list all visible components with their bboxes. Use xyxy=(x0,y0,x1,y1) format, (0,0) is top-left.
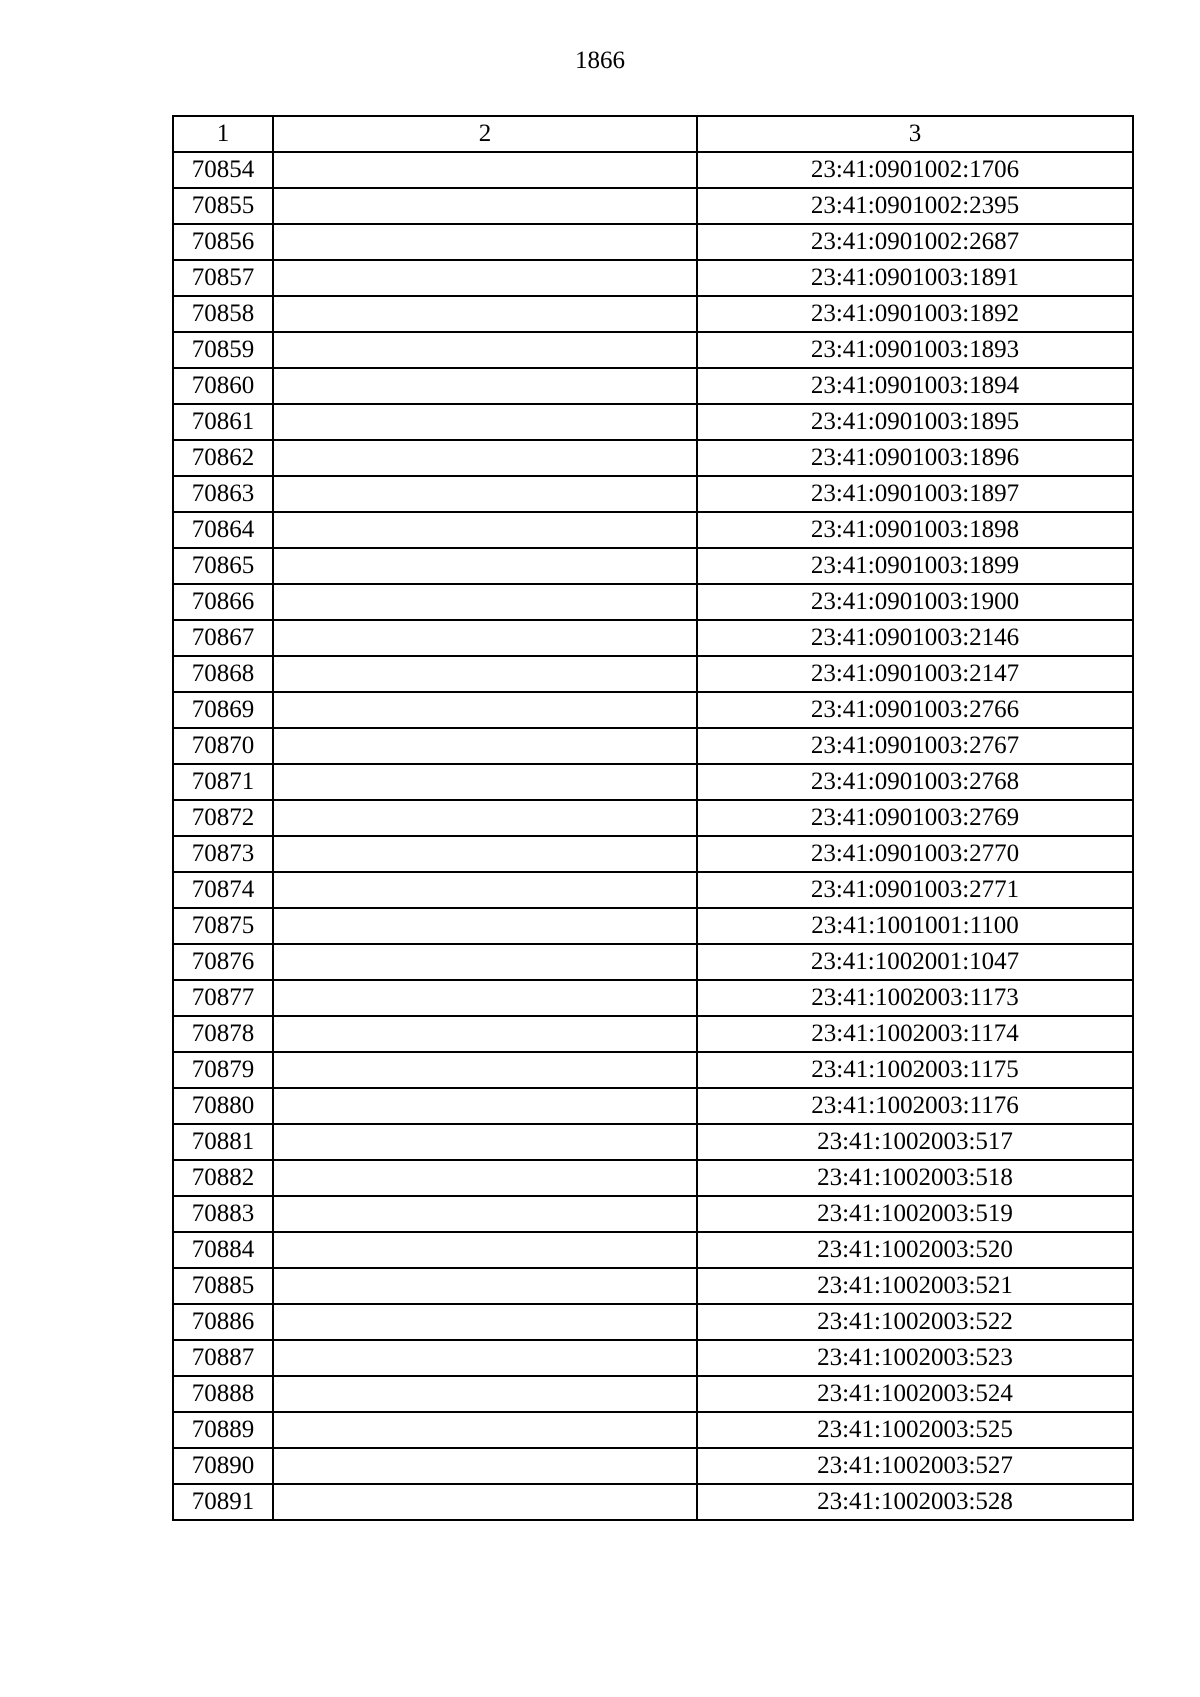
row-number-cell: 70867 xyxy=(173,620,273,656)
row-number-cell: 70885 xyxy=(173,1268,273,1304)
table-body xyxy=(173,152,1133,1520)
page-number: 1866 xyxy=(575,47,625,74)
row-col2-cell xyxy=(273,188,697,224)
registry-table xyxy=(172,115,1134,1521)
cadastral-number-cell: 23:41:0901003:2771 xyxy=(697,872,1133,908)
table-row xyxy=(173,332,1133,368)
row-col2-cell xyxy=(273,872,697,908)
row-col2-cell xyxy=(273,476,697,512)
table-row xyxy=(173,728,1133,764)
row-col2-cell xyxy=(273,224,697,260)
table-row xyxy=(173,1412,1133,1448)
row-col2-cell xyxy=(273,152,697,188)
table-row xyxy=(173,1052,1133,1088)
header-col-2: 2 xyxy=(273,116,697,152)
table-row xyxy=(173,1484,1133,1520)
row-col2-cell xyxy=(273,1484,697,1520)
row-number-cell: 70882 xyxy=(173,1160,273,1196)
table-row xyxy=(173,1376,1133,1412)
cadastral-number-cell: 23:41:0901003:2146 xyxy=(697,620,1133,656)
table-row xyxy=(173,188,1133,224)
row-col2-cell xyxy=(273,260,697,296)
row-col2-cell xyxy=(273,1052,697,1088)
table-row xyxy=(173,224,1133,260)
table-row xyxy=(173,620,1133,656)
cadastral-number-cell: 23:41:1002003:521 xyxy=(697,1268,1133,1304)
cadastral-number-cell: 23:41:1002003:527 xyxy=(697,1448,1133,1484)
cadastral-number-cell: 23:41:1002003:520 xyxy=(697,1232,1133,1268)
row-col2-cell xyxy=(273,296,697,332)
row-col2-cell xyxy=(273,1016,697,1052)
row-number-cell: 70886 xyxy=(173,1304,273,1340)
row-number-cell: 70891 xyxy=(173,1484,273,1520)
row-col2-cell xyxy=(273,548,697,584)
cadastral-number-cell: 23:41:1002003:1175 xyxy=(697,1052,1133,1088)
table-row xyxy=(173,872,1133,908)
cadastral-number-cell: 23:41:1002003:522 xyxy=(697,1304,1133,1340)
row-col2-cell xyxy=(273,980,697,1016)
cadastral-number-cell: 23:41:0901003:1898 xyxy=(697,512,1133,548)
row-col2-cell xyxy=(273,620,697,656)
table-row xyxy=(173,944,1133,980)
row-number-cell: 70881 xyxy=(173,1124,273,1160)
header-col-3: 3 xyxy=(697,116,1133,152)
cadastral-number-cell: 23:41:1002003:528 xyxy=(697,1484,1133,1520)
row-col2-cell xyxy=(273,836,697,872)
cadastral-number-cell: 23:41:0901003:2769 xyxy=(697,800,1133,836)
row-col2-cell xyxy=(273,1196,697,1232)
row-number-cell: 70862 xyxy=(173,440,273,476)
table-row xyxy=(173,476,1133,512)
cadastral-number-cell: 23:41:0901003:1899 xyxy=(697,548,1133,584)
cadastral-number-cell: 23:41:0901003:1892 xyxy=(697,296,1133,332)
row-number-cell: 70873 xyxy=(173,836,273,872)
table-row xyxy=(173,368,1133,404)
table-row xyxy=(173,908,1133,944)
row-number-cell: 70864 xyxy=(173,512,273,548)
row-number-cell: 70880 xyxy=(173,1088,273,1124)
row-number-cell: 70876 xyxy=(173,944,273,980)
table-row xyxy=(173,1016,1133,1052)
table-row xyxy=(173,1268,1133,1304)
row-col2-cell xyxy=(273,1340,697,1376)
cadastral-number-cell: 23:41:1001001:1100 xyxy=(697,908,1133,944)
row-col2-cell xyxy=(273,800,697,836)
row-number-cell: 70887 xyxy=(173,1340,273,1376)
cadastral-number-cell: 23:41:0901003:1896 xyxy=(697,440,1133,476)
row-number-cell: 70857 xyxy=(173,260,273,296)
cadastral-number-cell: 23:41:0901002:2395 xyxy=(697,188,1133,224)
cadastral-number-cell: 23:41:0901003:1900 xyxy=(697,584,1133,620)
row-number-cell: 70878 xyxy=(173,1016,273,1052)
cadastral-number-cell: 23:41:1002003:1173 xyxy=(697,980,1133,1016)
row-col2-cell xyxy=(273,656,697,692)
row-col2-cell xyxy=(273,1304,697,1340)
table-row xyxy=(173,1088,1133,1124)
row-number-cell: 70861 xyxy=(173,404,273,440)
row-col2-cell xyxy=(273,1232,697,1268)
cadastral-number-cell: 23:41:0901003:1893 xyxy=(697,332,1133,368)
row-col2-cell xyxy=(273,1412,697,1448)
table-row xyxy=(173,800,1133,836)
table-row xyxy=(173,656,1133,692)
cadastral-number-cell: 23:41:1002003:523 xyxy=(697,1340,1133,1376)
table-row xyxy=(173,1160,1133,1196)
row-col2-cell xyxy=(273,440,697,476)
cadastral-number-cell: 23:41:1002003:518 xyxy=(697,1160,1133,1196)
row-number-cell: 70865 xyxy=(173,548,273,584)
row-col2-cell xyxy=(273,692,697,728)
row-col2-cell xyxy=(273,944,697,980)
row-number-cell: 70875 xyxy=(173,908,273,944)
cadastral-number-cell: 23:41:0901002:2687 xyxy=(697,224,1133,260)
row-number-cell: 70870 xyxy=(173,728,273,764)
table-row xyxy=(173,548,1133,584)
row-number-cell: 70871 xyxy=(173,764,273,800)
cadastral-number-cell: 23:41:1002003:1174 xyxy=(697,1016,1133,1052)
cadastral-number-cell: 23:41:0901003:1894 xyxy=(697,368,1133,404)
cadastral-number-cell: 23:41:1002001:1047 xyxy=(697,944,1133,980)
row-col2-cell xyxy=(273,332,697,368)
row-col2-cell xyxy=(273,404,697,440)
table-row xyxy=(173,764,1133,800)
cadastral-number-cell: 23:41:1002003:519 xyxy=(697,1196,1133,1232)
table-row xyxy=(173,1448,1133,1484)
cadastral-number-cell: 23:41:0901003:1895 xyxy=(697,404,1133,440)
cadastral-number-cell: 23:41:0901003:2767 xyxy=(697,728,1133,764)
row-number-cell: 70884 xyxy=(173,1232,273,1268)
row-number-cell: 70858 xyxy=(173,296,273,332)
table-row xyxy=(173,152,1133,188)
table-row xyxy=(173,584,1133,620)
row-number-cell: 70874 xyxy=(173,872,273,908)
cadastral-number-cell: 23:41:0901003:2766 xyxy=(697,692,1133,728)
table-row xyxy=(173,692,1133,728)
row-number-cell: 70868 xyxy=(173,656,273,692)
row-number-cell: 70854 xyxy=(173,152,273,188)
row-col2-cell xyxy=(273,1268,697,1304)
table-row xyxy=(173,1124,1133,1160)
row-number-cell: 70856 xyxy=(173,224,273,260)
cadastral-number-cell: 23:41:1002003:525 xyxy=(697,1412,1133,1448)
row-number-cell: 70869 xyxy=(173,692,273,728)
row-col2-cell xyxy=(273,1124,697,1160)
table-row xyxy=(173,980,1133,1016)
row-col2-cell xyxy=(273,1376,697,1412)
cadastral-number-cell: 23:41:0901002:1706 xyxy=(697,152,1133,188)
row-number-cell: 70859 xyxy=(173,332,273,368)
row-col2-cell xyxy=(273,512,697,548)
cadastral-number-cell: 23:41:0901003:1891 xyxy=(697,260,1133,296)
row-col2-cell xyxy=(273,1448,697,1484)
row-number-cell: 70888 xyxy=(173,1376,273,1412)
cadastral-number-cell: 23:41:1002003:1176 xyxy=(697,1088,1133,1124)
header-col-1: 1 xyxy=(173,116,273,152)
cadastral-number-cell: 23:41:0901003:1897 xyxy=(697,476,1133,512)
row-col2-cell xyxy=(273,764,697,800)
table-row xyxy=(173,1196,1133,1232)
row-number-cell: 70879 xyxy=(173,1052,273,1088)
row-col2-cell xyxy=(273,728,697,764)
row-number-cell: 70877 xyxy=(173,980,273,1016)
row-col2-cell xyxy=(273,368,697,404)
table-row xyxy=(173,260,1133,296)
cadastral-number-cell: 23:41:1002003:517 xyxy=(697,1124,1133,1160)
row-number-cell: 70866 xyxy=(173,584,273,620)
table-row xyxy=(173,1232,1133,1268)
cadastral-number-cell: 23:41:0901003:2147 xyxy=(697,656,1133,692)
row-number-cell: 70890 xyxy=(173,1448,273,1484)
table-row xyxy=(173,404,1133,440)
cadastral-number-cell: 23:41:1002003:524 xyxy=(697,1376,1133,1412)
header-row xyxy=(173,116,1133,152)
row-number-cell: 70883 xyxy=(173,1196,273,1232)
row-col2-cell xyxy=(273,584,697,620)
table-row xyxy=(173,836,1133,872)
row-col2-cell xyxy=(273,1088,697,1124)
row-number-cell: 70889 xyxy=(173,1412,273,1448)
table-row xyxy=(173,1340,1133,1376)
cadastral-number-cell: 23:41:0901003:2768 xyxy=(697,764,1133,800)
row-col2-cell xyxy=(273,908,697,944)
table-header xyxy=(173,116,1133,152)
row-number-cell: 70855 xyxy=(173,188,273,224)
row-number-cell: 70863 xyxy=(173,476,273,512)
cadastral-number-cell: 23:41:0901003:2770 xyxy=(697,836,1133,872)
row-number-cell: 70872 xyxy=(173,800,273,836)
table-row xyxy=(173,440,1133,476)
table-row xyxy=(173,512,1133,548)
row-number-cell: 70860 xyxy=(173,368,273,404)
table-row xyxy=(173,1304,1133,1340)
table-row xyxy=(173,296,1133,332)
row-col2-cell xyxy=(273,1160,697,1196)
